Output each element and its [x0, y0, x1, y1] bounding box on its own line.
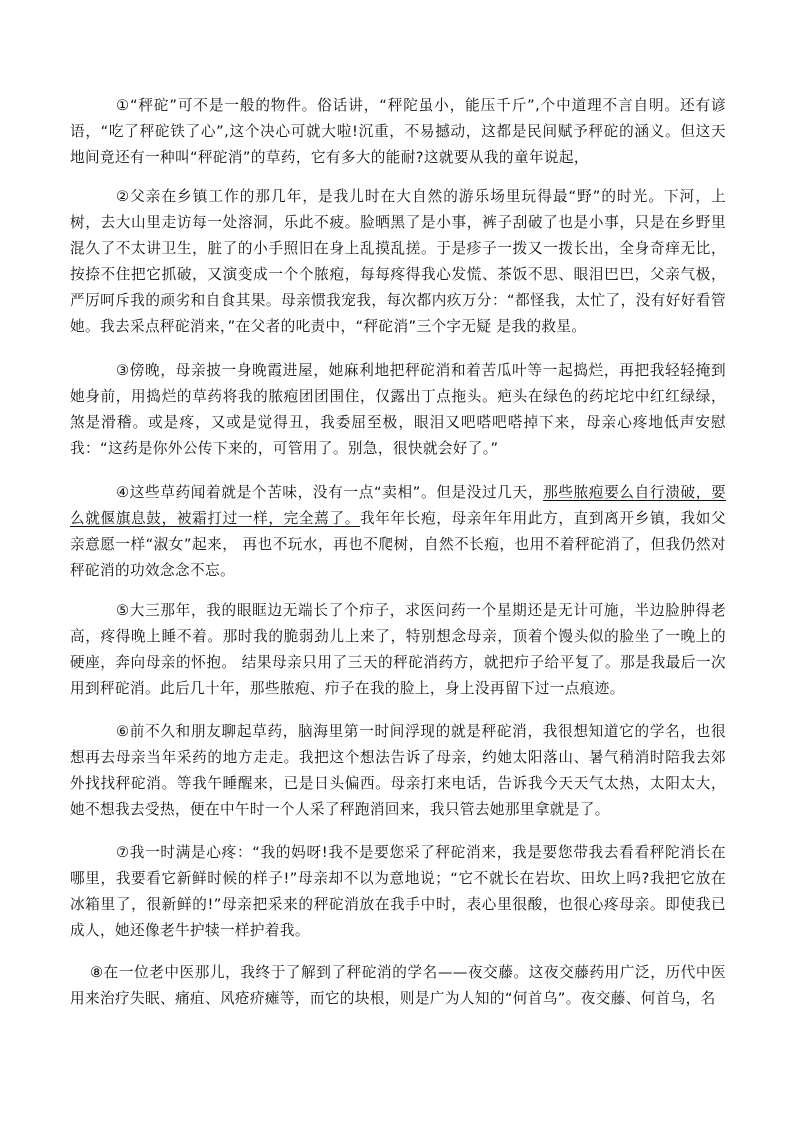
paragraph-4-text-after: 我年年长疱，母亲年年用此方，直到离开乡镇，我如父亲意愿一样“淑女”起来， 再也不玩水，再也不爬树，自然不长疱，也用不着秤砣消了，但我仍然对秤砣消的功效念念不忘。 [70, 510, 726, 579]
paragraph-4-underlined-text: 那些脓疱要么自行溃破，要么就偃旗息鼓，被霜打过一样，完全蔫了。 [70, 484, 726, 527]
paragraph-5: ⑤大三那年，我的眼眶边无端长了个疖子，求医问药一个星期还是无计可施，半边脸肿得老高，疼得晚上睡不着。那时我的脆弱劲儿上来了，特别想念母亲，顶着个馒头似的脸坐了一晚上的硬座，奔向母亲的怀抱。 结果母亲只用了三天的秤砣消药方，就把疖子给平复了。那是我最后一次用到秤砣消。此后几十年，那些脓疱、疖子在我的脸上，身上没再留下过一点痕迹。 [70, 602, 726, 697]
paragraph-1: ①“秤砣”可不是一般的物件。俗话讲，“秤陀虽小，能压千斤”,个中道理不言自明。还有谚语，“吃了秤砣铁了心”,这个决心可就大啦!沉重，不易撼动，这都是民间赋予秤砣的涵义。但这天地间竟还有一种叫“秤砣消”的草药，它有多大的能耐?这就要从我的童年说起， [70, 97, 726, 166]
paragraph-4 [70, 480, 726, 584]
paragraph-2: ②父亲在乡镇工作的那几年，是我儿时在大自然的游乐场里玩得最“野”的时光。下河，上树，去大山里走访每一处溶洞，乐此不疲。脸晒黑了是小事，裤子刮破了也是小事，只是在乡野里混久了不太讲卫生，脏了的小手照旧在身上乱摸乱搓。于是疹子一拨又一拨长出，全身奇痒无比，按捺不住把它抓破，又演变成一个个脓疱，每每疼得我心发慌、茶饭不思、眼泪巴巴，父亲气极，严厉呵斥我的顽劣和自食其果。母亲惯我宠我，每次都内疚万分：“都怪我，太忙了，没有好好看管她。我去采点秤砣消来，”在父者的叱责中，“秤砣消”三个字无疑 是我的救星。 [70, 188, 726, 335]
paragraph-4-text-before: ④这些草药闻着就是个苦味，没有一点“卖相”。但是没过几天， [116, 484, 544, 501]
paragraph-6: ⑥前不久和朋友聊起草药，脑海里第一时间浮现的就是秤砣消，我很想知道它的学名，也很想再去母亲当年采药的地方走走。我把这个想法告诉了母亲，约她太阳落山、暑气稍消时陪我去郊外找找秤砣消。等我午睡醒来，已是日头偏西。母亲打来电话，告诉我今天天气太热，太阳太大，她不想我去受热，便在中午时一个人采了秤跑消回来，我只管去她那里拿就是了。 [70, 723, 726, 818]
paragraph-7: ⑦我一时满是心疼：“我的妈呀!我不是要您采了秤砣消来，我是要您带我去看看秤陀消长在哪里，我要看它新鲜时候的样子!”母亲却不以为意地说；“它不就长在岩坎、田坎上吗?我把它放在冰箱里了，很新鲜的!”母亲把采来的秤砣消放在我手中时，表心里很酸，也很心疼母亲。即使我已成人，她还像老牛护犊一样护着我。 [70, 844, 726, 939]
paragraph-8: ⑧在一位老中医那儿，我终于了解到了秤砣消的学名——夜交藤。这夜交藤药用广泛，历代中医用来治疗失眠、痛疽、风疮疥瘫等，而它的块根，则是广为人知的“何首乌”。夜交藤、何首乌，名 [70, 964, 726, 1007]
paragraph-3: ③傍晚，母亲披一身晚霞进屋，她麻利地把秤砣消和着苦瓜叶等一起捣烂，再把我轻轻掩到她身前，用捣烂的草药将我的脓疱团团围住，仅露出丁点拖头。疤头在绿色的药坨坨中红红绿绿，煞是滑稽。或是疼，又或是觉得丑，我委屈至极，眼泪又吧嗒吧嗒掉下来，母亲心疼地低声安慰我：“这药是你外公传下来的，可管用了。别急，很快就会好了。” [70, 362, 726, 457]
